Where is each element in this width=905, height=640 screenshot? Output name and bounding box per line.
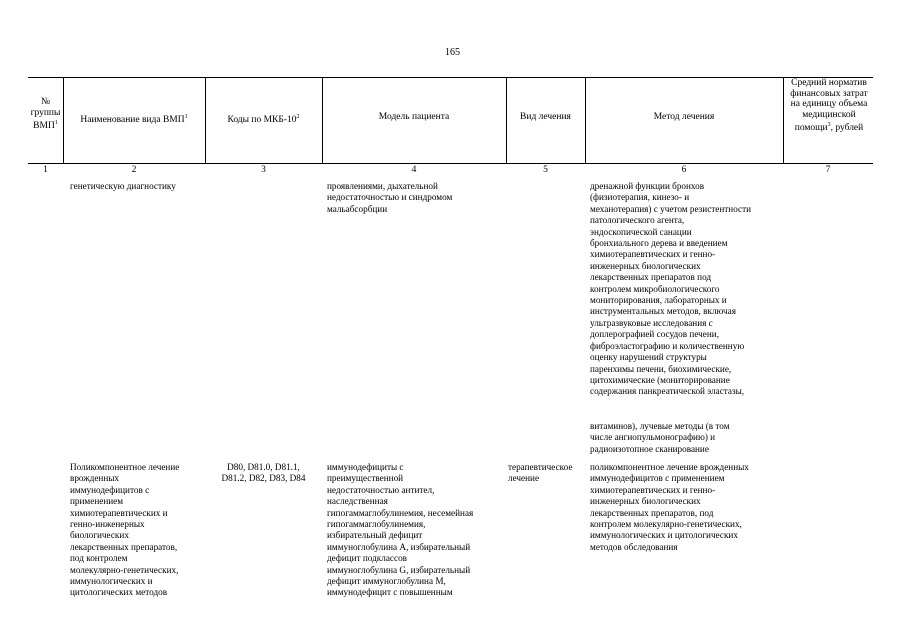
column-number-7: 7 bbox=[825, 165, 831, 175]
header-vmp-name: Наименование вида ВМП$^1$ bbox=[80, 114, 188, 126]
row1-method-part1: дренажной функции бронхов (физиотерапия, кинезо- и механотерапия) с учетом резистентности патологического агента, эндоскопической санации бронхиального дерева и введением химиотерапевтических и генно- инженерных биологических лекарственных препаратов под контролем микробиологического мониторирования, лабораторных и инструментальных методов, включая ультразвуковые исследования с доплерографией сосудов печени, фиброэластографию и количественную оценку нарушений структуры паренхимы печени, биохимические, цитохимические (мониторирование содержания панкреатической эластазы, bbox=[590, 181, 752, 397]
row2-treatment-type: терапевтическое лечение bbox=[508, 462, 573, 484]
header-divider-6 bbox=[783, 77, 784, 163]
header-treatment-method: Метод лечения bbox=[653, 112, 715, 122]
row2-treatment-method: поликомпонентное лечение врожденных иммунодефицитов с применением химиотерапевтических и генно- инженерных биологических лекарственных препаратов, под контролем молекулярно-генетических, иммунологических и цитологических методов обследования bbox=[590, 462, 749, 552]
header-average-cost: Средний норматив финансовых затрат на единицу объема медицинской помощи$^3$, рублей bbox=[790, 78, 868, 134]
column-number-6: 6 bbox=[681, 165, 687, 175]
header-group-number: № группы ВМП$^1$ bbox=[30, 97, 61, 132]
row1-patient-model: проявлениями, дыхательной недостаточностью и синдромом мальабсорбции bbox=[327, 181, 453, 214]
row1-vmp-name: генетическую диагностику bbox=[70, 181, 176, 191]
row2-patient-model: иммунодефициты с преимущественной недостаточностью антител, наследственная гипогаммаглобулинемия, несемейная гипогаммаглобулинемия, избирательный дефицит иммуноглобулина A, избирательный дефицит подклассов иммуноглобулина G, избирательный дефицит иммуноглобулина M, иммунодефицит с повышенным bbox=[327, 462, 474, 598]
header-icd-codes: Коды по МКБ-$10^2$ bbox=[227, 114, 300, 126]
header-treatment-type: Вид лечения bbox=[520, 112, 571, 122]
row1-method-part2: витаминов), лучевые методы (в том числе ангиопульмонографию) и радиоизотопное сканирование bbox=[590, 421, 730, 454]
page-number: 165 bbox=[445, 47, 460, 58]
table-top-rule bbox=[28, 77, 873, 78]
column-number-4: 4 bbox=[411, 165, 417, 175]
row2-vmp-name: Поликомпонентное лечение врожденных иммунодефицитов с применением химиотерапевтических и генно-инженерных биологических лекарственных препаратов, под контролем молекулярно-генетических, иммунологических и цитологических методов bbox=[70, 462, 180, 598]
header-patient-model: Модель пациента bbox=[378, 112, 450, 122]
column-number-2: 2 bbox=[131, 165, 137, 175]
column-number-1: 1 bbox=[43, 165, 48, 175]
column-number-5: 5 bbox=[543, 165, 548, 175]
column-number-3: 3 bbox=[261, 165, 266, 175]
row2-icd-codes: D80, D81.0, D81.1, D81.2, D82, D83, D84 bbox=[221, 462, 306, 484]
header-bottom-rule bbox=[28, 163, 873, 164]
